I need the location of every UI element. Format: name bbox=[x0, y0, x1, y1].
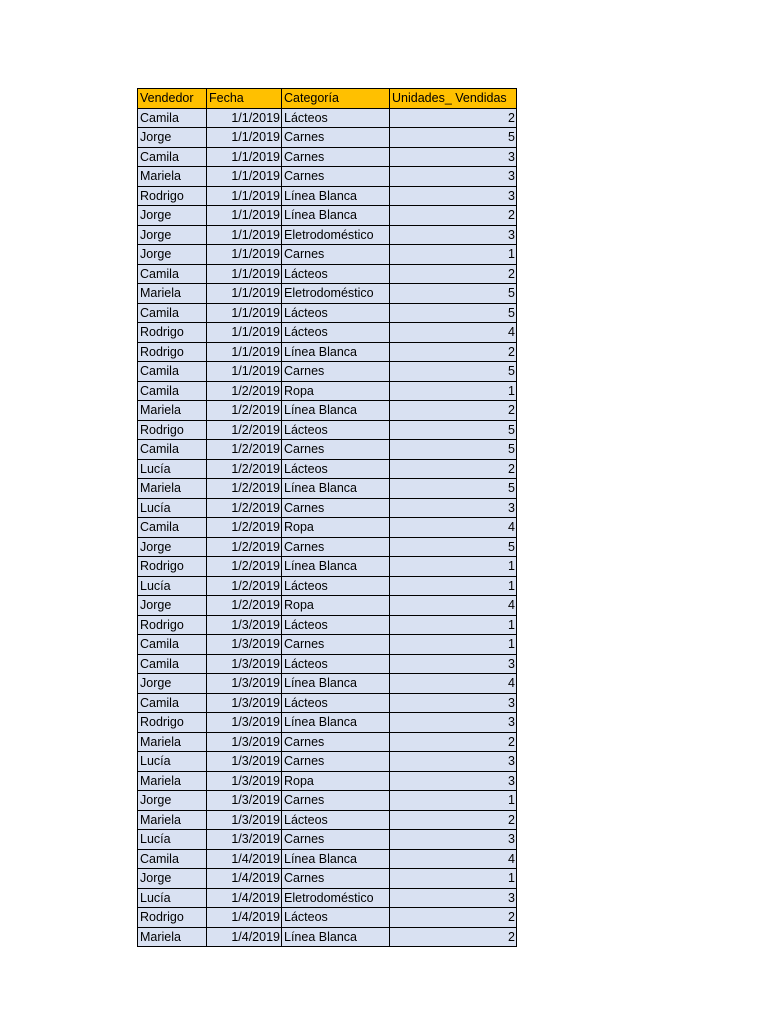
cell-categoria[interactable]: Carnes bbox=[282, 635, 390, 655]
sales-table bbox=[137, 88, 517, 947]
cell-vendedor[interactable]: Rodrigo bbox=[138, 908, 207, 928]
cell-categoria[interactable]: Lácteos bbox=[282, 264, 390, 284]
cell-fecha[interactable]: 1/2/2019 bbox=[207, 459, 282, 479]
cell-categoria[interactable]: Ropa bbox=[282, 381, 390, 401]
cell-fecha[interactable]: 1/2/2019 bbox=[207, 596, 282, 616]
cell-unidades-vendidas[interactable]: 3 bbox=[390, 771, 517, 791]
cell-fecha[interactable]: 1/1/2019 bbox=[207, 206, 282, 226]
cell-categoria[interactable]: Lácteos bbox=[282, 108, 390, 128]
cell-vendedor[interactable]: Rodrigo bbox=[138, 615, 207, 635]
cell-vendedor[interactable]: Camila bbox=[138, 849, 207, 869]
cell-fecha[interactable]: 1/2/2019 bbox=[207, 401, 282, 421]
cell-categoria[interactable]: Línea Blanca bbox=[282, 342, 390, 362]
cell-categoria[interactable]: Carnes bbox=[282, 732, 390, 752]
table-row bbox=[138, 264, 517, 284]
cell-categoria[interactable]: Carnes bbox=[282, 245, 390, 265]
cell-categoria[interactable]: Línea Blanca bbox=[282, 713, 390, 733]
cell-unidades-vendidas[interactable]: 4 bbox=[390, 518, 517, 538]
cell-fecha[interactable]: 1/1/2019 bbox=[207, 245, 282, 265]
cell-vendedor[interactable]: Jorge bbox=[138, 245, 207, 265]
cell-fecha[interactable]: 1/1/2019 bbox=[207, 284, 282, 304]
cell-categoria[interactable]: Lácteos bbox=[282, 810, 390, 830]
cell-vendedor[interactable]: Jorge bbox=[138, 206, 207, 226]
table-row bbox=[138, 615, 517, 635]
cell-vendedor[interactable]: Rodrigo bbox=[138, 420, 207, 440]
cell-unidades-vendidas[interactable]: 3 bbox=[390, 167, 517, 187]
cell-vendedor[interactable]: Lucía bbox=[138, 830, 207, 850]
table-row bbox=[138, 908, 517, 928]
cell-unidades-vendidas[interactable]: 4 bbox=[390, 323, 517, 343]
cell-fecha[interactable]: 1/2/2019 bbox=[207, 479, 282, 499]
cell-categoria[interactable]: Línea Blanca bbox=[282, 186, 390, 206]
cell-categoria[interactable]: Ropa bbox=[282, 518, 390, 538]
cell-vendedor[interactable]: Camila bbox=[138, 654, 207, 674]
cell-unidades-vendidas[interactable]: 4 bbox=[390, 849, 517, 869]
header-cell-categoria[interactable]: Categoría bbox=[282, 89, 390, 109]
cell-fecha[interactable]: 1/1/2019 bbox=[207, 108, 282, 128]
cell-vendedor[interactable]: Camila bbox=[138, 635, 207, 655]
table-row bbox=[138, 518, 517, 538]
table-row bbox=[138, 245, 517, 265]
cell-unidades-vendidas[interactable]: 1 bbox=[390, 615, 517, 635]
table-row bbox=[138, 654, 517, 674]
cell-categoria[interactable]: Línea Blanca bbox=[282, 479, 390, 499]
cell-vendedor[interactable]: Mariela bbox=[138, 167, 207, 187]
table-row bbox=[138, 108, 517, 128]
cell-vendedor[interactable]: Lucía bbox=[138, 459, 207, 479]
table-row bbox=[138, 557, 517, 577]
cell-fecha[interactable]: 1/4/2019 bbox=[207, 908, 282, 928]
cell-unidades-vendidas[interactable]: 4 bbox=[390, 596, 517, 616]
cell-vendedor[interactable]: Jorge bbox=[138, 225, 207, 245]
cell-fecha[interactable]: 1/1/2019 bbox=[207, 323, 282, 343]
cell-vendedor[interactable]: Camila bbox=[138, 147, 207, 167]
table-row bbox=[138, 186, 517, 206]
cell-fecha[interactable]: 1/3/2019 bbox=[207, 674, 282, 694]
table-row bbox=[138, 693, 517, 713]
table-row bbox=[138, 128, 517, 148]
cell-fecha[interactable]: 1/3/2019 bbox=[207, 771, 282, 791]
cell-categoria[interactable]: Línea Blanca bbox=[282, 674, 390, 694]
cell-fecha[interactable]: 1/2/2019 bbox=[207, 518, 282, 538]
table-row bbox=[138, 167, 517, 187]
cell-categoria[interactable]: Línea Blanca bbox=[282, 927, 390, 947]
cell-unidades-vendidas[interactable]: 2 bbox=[390, 810, 517, 830]
header-row bbox=[138, 89, 517, 109]
cell-vendedor[interactable]: Jorge bbox=[138, 596, 207, 616]
cell-fecha[interactable]: 1/1/2019 bbox=[207, 225, 282, 245]
table-row bbox=[138, 147, 517, 167]
cell-vendedor[interactable]: Mariela bbox=[138, 401, 207, 421]
cell-fecha[interactable]: 1/1/2019 bbox=[207, 167, 282, 187]
cell-fecha[interactable]: 1/3/2019 bbox=[207, 791, 282, 811]
cell-unidades-vendidas[interactable]: 3 bbox=[390, 713, 517, 733]
cell-unidades-vendidas[interactable]: 1 bbox=[390, 381, 517, 401]
cell-fecha[interactable]: 1/2/2019 bbox=[207, 557, 282, 577]
cell-categoria[interactable]: Ropa bbox=[282, 771, 390, 791]
cell-categoria[interactable]: Carnes bbox=[282, 362, 390, 382]
cell-fecha[interactable]: 1/2/2019 bbox=[207, 498, 282, 518]
table-row bbox=[138, 459, 517, 479]
cell-unidades-vendidas[interactable]: 3 bbox=[390, 186, 517, 206]
cell-fecha[interactable]: 1/2/2019 bbox=[207, 420, 282, 440]
cell-vendedor[interactable]: Camila bbox=[138, 440, 207, 460]
cell-unidades-vendidas[interactable]: 3 bbox=[390, 830, 517, 850]
cell-fecha[interactable]: 1/1/2019 bbox=[207, 128, 282, 148]
cell-fecha[interactable]: 1/2/2019 bbox=[207, 440, 282, 460]
table-row bbox=[138, 830, 517, 850]
cell-unidades-vendidas[interactable]: 1 bbox=[390, 869, 517, 889]
cell-fecha[interactable]: 1/3/2019 bbox=[207, 732, 282, 752]
cell-fecha[interactable]: 1/4/2019 bbox=[207, 869, 282, 889]
cell-vendedor[interactable]: Camila bbox=[138, 362, 207, 382]
cell-categoria[interactable]: Carnes bbox=[282, 537, 390, 557]
cell-unidades-vendidas[interactable]: 1 bbox=[390, 576, 517, 596]
cell-categoria[interactable]: Línea Blanca bbox=[282, 401, 390, 421]
table-row bbox=[138, 752, 517, 772]
cell-unidades-vendidas[interactable]: 5 bbox=[390, 362, 517, 382]
cell-categoria[interactable]: Carnes bbox=[282, 440, 390, 460]
cell-categoria[interactable]: Lácteos bbox=[282, 323, 390, 343]
table-row bbox=[138, 537, 517, 557]
cell-unidades-vendidas[interactable]: 4 bbox=[390, 674, 517, 694]
cell-fecha[interactable]: 1/4/2019 bbox=[207, 849, 282, 869]
cell-categoria[interactable]: Carnes bbox=[282, 791, 390, 811]
cell-unidades-vendidas[interactable]: 3 bbox=[390, 225, 517, 245]
table-row bbox=[138, 596, 517, 616]
table-row bbox=[138, 635, 517, 655]
table-row bbox=[138, 401, 517, 421]
cell-categoria[interactable]: Lácteos bbox=[282, 576, 390, 596]
cell-unidades-vendidas[interactable]: 3 bbox=[390, 752, 517, 772]
cell-categoria[interactable]: Eletrodoméstico bbox=[282, 284, 390, 304]
cell-fecha[interactable]: 1/3/2019 bbox=[207, 654, 282, 674]
table-row bbox=[138, 206, 517, 226]
cell-vendedor[interactable]: Jorge bbox=[138, 791, 207, 811]
cell-vendedor[interactable]: Jorge bbox=[138, 128, 207, 148]
cell-vendedor[interactable]: Jorge bbox=[138, 537, 207, 557]
cell-vendedor[interactable]: Camila bbox=[138, 693, 207, 713]
cell-categoria[interactable]: Carnes bbox=[282, 147, 390, 167]
cell-vendedor[interactable]: Lucía bbox=[138, 498, 207, 518]
table-row bbox=[138, 342, 517, 362]
cell-fecha[interactable]: 1/3/2019 bbox=[207, 830, 282, 850]
cell-unidades-vendidas[interactable]: 2 bbox=[390, 459, 517, 479]
cell-categoria[interactable]: Carnes bbox=[282, 128, 390, 148]
cell-unidades-vendidas[interactable]: 5 bbox=[390, 537, 517, 557]
cell-unidades-vendidas[interactable]: 2 bbox=[390, 206, 517, 226]
cell-vendedor[interactable]: Rodrigo bbox=[138, 557, 207, 577]
cell-fecha[interactable]: 1/3/2019 bbox=[207, 713, 282, 733]
cell-unidades-vendidas[interactable]: 5 bbox=[390, 128, 517, 148]
cell-unidades-vendidas[interactable]: 2 bbox=[390, 342, 517, 362]
cell-categoria[interactable]: Línea Blanca bbox=[282, 206, 390, 226]
cell-categoria[interactable]: Carnes bbox=[282, 167, 390, 187]
cell-unidades-vendidas[interactable]: 5 bbox=[390, 479, 517, 499]
cell-fecha[interactable]: 1/1/2019 bbox=[207, 264, 282, 284]
cell-vendedor[interactable]: Lucía bbox=[138, 576, 207, 596]
cell-categoria[interactable]: Carnes bbox=[282, 830, 390, 850]
cell-unidades-vendidas[interactable]: 3 bbox=[390, 654, 517, 674]
header-cell-fecha[interactable]: Fecha bbox=[207, 89, 282, 109]
cell-vendedor[interactable]: Mariela bbox=[138, 927, 207, 947]
table-row bbox=[138, 849, 517, 869]
cell-unidades-vendidas[interactable]: 3 bbox=[390, 147, 517, 167]
cell-fecha[interactable]: 1/1/2019 bbox=[207, 362, 282, 382]
table-row bbox=[138, 869, 517, 889]
cell-unidades-vendidas[interactable]: 2 bbox=[390, 908, 517, 928]
cell-categoria[interactable]: Carnes bbox=[282, 869, 390, 889]
cell-fecha[interactable]: 1/3/2019 bbox=[207, 810, 282, 830]
cell-vendedor[interactable]: Mariela bbox=[138, 810, 207, 830]
header-cell-vendedor[interactable]: Vendedor bbox=[138, 89, 207, 109]
cell-categoria[interactable]: Línea Blanca bbox=[282, 557, 390, 577]
cell-vendedor[interactable]: Rodrigo bbox=[138, 342, 207, 362]
cell-unidades-vendidas[interactable]: 1 bbox=[390, 791, 517, 811]
cell-vendedor[interactable]: Lucía bbox=[138, 752, 207, 772]
cell-fecha[interactable]: 1/3/2019 bbox=[207, 693, 282, 713]
cell-vendedor[interactable]: Rodrigo bbox=[138, 323, 207, 343]
table-row bbox=[138, 225, 517, 245]
cell-fecha[interactable]: 1/2/2019 bbox=[207, 381, 282, 401]
table-row bbox=[138, 362, 517, 382]
cell-vendedor[interactable]: Mariela bbox=[138, 284, 207, 304]
table-row bbox=[138, 674, 517, 694]
cell-fecha[interactable]: 1/3/2019 bbox=[207, 615, 282, 635]
cell-vendedor[interactable]: Rodrigo bbox=[138, 186, 207, 206]
cell-categoria[interactable]: Carnes bbox=[282, 498, 390, 518]
cell-fecha[interactable]: 1/1/2019 bbox=[207, 342, 282, 362]
cell-unidades-vendidas[interactable]: 5 bbox=[390, 420, 517, 440]
cell-vendedor[interactable]: Camila bbox=[138, 381, 207, 401]
cell-unidades-vendidas[interactable]: 2 bbox=[390, 732, 517, 752]
cell-categoria[interactable]: Lácteos bbox=[282, 459, 390, 479]
cell-categoria[interactable]: Lácteos bbox=[282, 908, 390, 928]
table-row bbox=[138, 284, 517, 304]
cell-unidades-vendidas[interactable]: 2 bbox=[390, 108, 517, 128]
cell-vendedor[interactable]: Camila bbox=[138, 108, 207, 128]
table-row bbox=[138, 713, 517, 733]
cell-categoria[interactable]: Lácteos bbox=[282, 693, 390, 713]
cell-fecha[interactable]: 1/4/2019 bbox=[207, 927, 282, 947]
cell-vendedor[interactable]: Camila bbox=[138, 518, 207, 538]
table-row bbox=[138, 771, 517, 791]
cell-vendedor[interactable]: Rodrigo bbox=[138, 713, 207, 733]
table-row bbox=[138, 888, 517, 908]
table-row bbox=[138, 323, 517, 343]
table-row bbox=[138, 381, 517, 401]
cell-categoria[interactable]: Carnes bbox=[282, 752, 390, 772]
table-row bbox=[138, 303, 517, 323]
cell-categoria[interactable]: Ropa bbox=[282, 596, 390, 616]
cell-fecha[interactable]: 1/1/2019 bbox=[207, 186, 282, 206]
cell-vendedor[interactable]: Mariela bbox=[138, 771, 207, 791]
cell-unidades-vendidas[interactable]: 5 bbox=[390, 284, 517, 304]
cell-unidades-vendidas[interactable]: 2 bbox=[390, 401, 517, 421]
cell-vendedor[interactable]: Camila bbox=[138, 303, 207, 323]
table-row bbox=[138, 440, 517, 460]
cell-vendedor[interactable]: Lucía bbox=[138, 888, 207, 908]
cell-unidades-vendidas[interactable]: 2 bbox=[390, 264, 517, 284]
cell-unidades-vendidas[interactable]: 1 bbox=[390, 635, 517, 655]
table-row bbox=[138, 420, 517, 440]
table-row bbox=[138, 576, 517, 596]
table-body bbox=[138, 108, 517, 947]
cell-fecha[interactable]: 1/3/2019 bbox=[207, 635, 282, 655]
cell-vendedor[interactable]: Mariela bbox=[138, 479, 207, 499]
cell-categoria[interactable]: Eletrodoméstico bbox=[282, 888, 390, 908]
cell-categoria[interactable]: Lácteos bbox=[282, 615, 390, 635]
cell-unidades-vendidas[interactable]: 1 bbox=[390, 557, 517, 577]
cell-unidades-vendidas[interactable]: 2 bbox=[390, 927, 517, 947]
cell-categoria[interactable]: Lácteos bbox=[282, 303, 390, 323]
cell-fecha[interactable]: 1/2/2019 bbox=[207, 576, 282, 596]
table-row bbox=[138, 498, 517, 518]
cell-fecha[interactable]: 1/1/2019 bbox=[207, 303, 282, 323]
cell-unidades-vendidas[interactable]: 5 bbox=[390, 303, 517, 323]
cell-categoria[interactable]: Lácteos bbox=[282, 420, 390, 440]
cell-fecha[interactable]: 1/2/2019 bbox=[207, 537, 282, 557]
table-row bbox=[138, 791, 517, 811]
table-row bbox=[138, 479, 517, 499]
table-row bbox=[138, 732, 517, 752]
cell-unidades-vendidas[interactable]: 3 bbox=[390, 888, 517, 908]
cell-unidades-vendidas[interactable]: 3 bbox=[390, 693, 517, 713]
cell-unidades-vendidas[interactable]: 5 bbox=[390, 440, 517, 460]
cell-unidades-vendidas[interactable]: 3 bbox=[390, 498, 517, 518]
header-cell-unidades-vendidas[interactable]: Unidades_ Vendidas bbox=[390, 89, 517, 109]
cell-vendedor[interactable]: Jorge bbox=[138, 674, 207, 694]
table-row bbox=[138, 927, 517, 947]
cell-vendedor[interactable]: Jorge bbox=[138, 869, 207, 889]
cell-categoria[interactable]: Eletrodoméstico bbox=[282, 225, 390, 245]
cell-categoria[interactable]: Línea Blanca bbox=[282, 849, 390, 869]
cell-fecha[interactable]: 1/3/2019 bbox=[207, 752, 282, 772]
cell-categoria[interactable]: Lácteos bbox=[282, 654, 390, 674]
cell-unidades-vendidas[interactable]: 1 bbox=[390, 245, 517, 265]
cell-vendedor[interactable]: Camila bbox=[138, 264, 207, 284]
cell-fecha[interactable]: 1/4/2019 bbox=[207, 888, 282, 908]
cell-fecha[interactable]: 1/1/2019 bbox=[207, 147, 282, 167]
table-row bbox=[138, 810, 517, 830]
cell-vendedor[interactable]: Mariela bbox=[138, 732, 207, 752]
